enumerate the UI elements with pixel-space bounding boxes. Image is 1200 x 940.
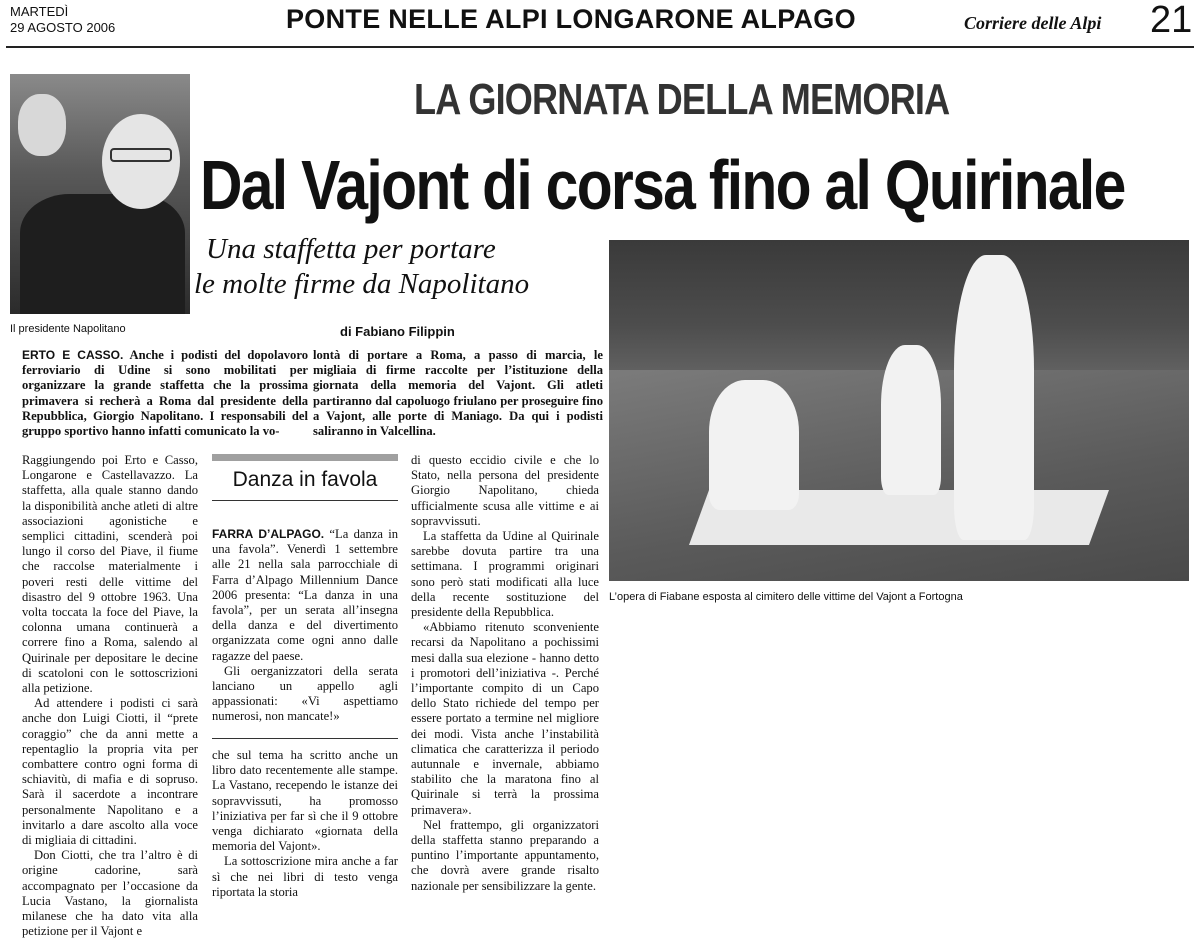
masthead-rule <box>6 46 1194 48</box>
photo-raised-hand <box>18 94 66 156</box>
left-photo-caption: Il presidente Napolitano <box>10 323 126 335</box>
article-lead-part-2: lontà di portare a Roma, a passo di marcia, le migliaia di firme raccolte per l’istituzione della giornata della memoria del Vajont. Gli atleti partiranno dal capoluogo friulano per proseguire fino a Vajont, alle porte di Maniago. Da qui i podisti saliranno in Valcellina. <box>313 348 603 439</box>
paragraph: Nel frattempo, gli organizzatori della staffetta stanno preparando a puntino l’importante appuntamento, che dovrà avere grande risalto nazionale per sensibilizzare la gente. <box>411 817 599 893</box>
article-headline: Dal Vajont di corsa fino al Quirinale <box>200 146 1125 224</box>
paragraph: La staffetta da Udine al Quirinale sarebbe dovuta partire tra una settimana. I programmi originari sono però stati modificati alla luce della recente sostituzione del presidente della Repubblica. <box>411 529 599 620</box>
article-lead-part-1 <box>22 348 308 439</box>
right-photo-caption: L’opera di Fiabane esposta al cimitero delle vittime del Vajont a Fortogna <box>609 591 963 603</box>
article-column-2 <box>212 748 398 900</box>
paragraph: Raggiungendo poi Erto e Casso, Longarone e Castellavazzo. La staffetta, alla quale stanno dando la disponibilità anche atleti di altre associazioni agonistiche e semplici cittadini, scenderà poi lungo il corso del Piave, il fiume che raccolse materialmente i poveri resti delle vittime del disastro del 9 ottobre 1963. Una volta toccata la foce del Piave, la colonna umana continuerà a correre fino a Roma, salendo al Quirinale per depositare le decine di scatoloni con le sottoscrizioni alla petizione. <box>22 453 198 696</box>
article-byline: di Fabiano Filippin <box>340 324 455 339</box>
photo-statue-couple <box>881 345 941 495</box>
photo-statue-tower <box>954 255 1034 540</box>
sculpture-photo <box>609 240 1189 581</box>
box-title: Danza in favola <box>232 468 378 491</box>
article-kicker: LA GIORNATA DELLA MEMORIA <box>414 75 950 124</box>
paragraph: che sul tema ha scritto anche un libro dato recentemente alle stampe. La Vastano, recependo le istanze dei sopravvissuti, ha promosso l’iniziativa per far sì che il 9 ottobre venga dichiarato «giornata della memoria del Vajont». <box>212 748 398 854</box>
box-title-rule <box>212 500 398 501</box>
subhead-line-1: Una staffetta per portare <box>206 233 496 265</box>
masthead-date: 29 AGOSTO 2006 <box>10 20 116 35</box>
article-column-3 <box>411 453 599 894</box>
masthead-day: MARTEDÌ <box>10 4 69 19</box>
masthead-paper-name: Corriere delle Alpi <box>964 13 1102 33</box>
masthead-page-number: 21 <box>1150 0 1193 41</box>
photo-suit <box>20 194 185 314</box>
paragraph: Gli oerganizzatori della serata lanciano un appello agli appassionati: «Vi aspettiamo numerosi, non mancate!» <box>212 663 398 724</box>
article-column-1 <box>22 453 198 940</box>
napolitano-photo <box>10 74 190 314</box>
lead-text-1: Anche i podisti del dopolavoro ferroviario di Udine si sono mobilitati per organizzare la grande staffetta che la prossima primavera si recherà a Roma dal presidente della Repubblica, Giorgio Napolitano. I responsabili del gruppo sportivo hanno infatti comunicato la vo- <box>22 348 308 439</box>
article-subhead <box>194 232 530 302</box>
paragraph: «Abbiamo ritenuto sconveniente recarsi da Napolitano a pochissimi mesi dalla sua elezione - hanno detto i promotori dell’iniziativa -. Perché l’importante compito di un Capo dello Stato richiede del tempo per essere portato a termine nel migliore dei modi. Vista anche l’instabilità climatica che caratterizza il periodo autunnale e invernale, abbiamo stabilito che la maratona fino al Quirinale si terrà la prossima primavera». <box>411 620 599 817</box>
box-top-bar <box>212 454 398 461</box>
paragraph: Don Ciotti, che tra l’altro è di origine cadorine, sarà accompagnato per l’occasione da Lucia Vastano, la giornalista milanese che ha dato vita alla petizione per il Vajont e <box>22 848 198 939</box>
photo-statue-kneeling <box>709 380 799 510</box>
paragraph <box>212 527 398 664</box>
box-bottom-rule <box>212 738 398 739</box>
box-text-1: “La danza in una favola”. Venerdì 1 settembre alle 21 nella sala parrocchiale di Farra d’Alpago Millennium Dance 2006 presenta: “La danza in una favola”, per un serata all’insegna della danza e del divertimento organizzata come ogni anno dalle ragazze del paese. <box>212 527 399 663</box>
photo-glasses <box>110 148 172 162</box>
paragraph: Ad attendere i podisti ci sarà anche don Luigi Ciotti, il “prete coraggio” che da anni mette a repentaglio la propria vita per combattere contro ogni forma di schiavitù, di mafia e di sopruso. Sarà il sacerdote a incontrare personalmente Napolitano e a invitarlo a dare ascolto alla voce di migliaia di cittadini. <box>22 696 198 848</box>
box-placename: FARRA D’ALPAGO. <box>212 527 325 541</box>
box-body <box>212 527 398 725</box>
paragraph: La sottoscrizione mira anche a far sì che nei libri di testo venga riportata la storia <box>212 854 398 899</box>
lead-placename: ERTO E CASSO. <box>22 348 124 362</box>
paragraph: di questo eccidio civile e che lo Stato, nella persona del presidente Giorgio Napolitano, chieda ufficialmente scusa alle vittime e ai sopravvissuti. <box>411 453 599 528</box>
subhead-line-2: le molte firme da Napolitano <box>194 268 530 300</box>
masthead-section: PONTE NELLE ALPI LONGARONE ALPAGO <box>286 4 856 34</box>
